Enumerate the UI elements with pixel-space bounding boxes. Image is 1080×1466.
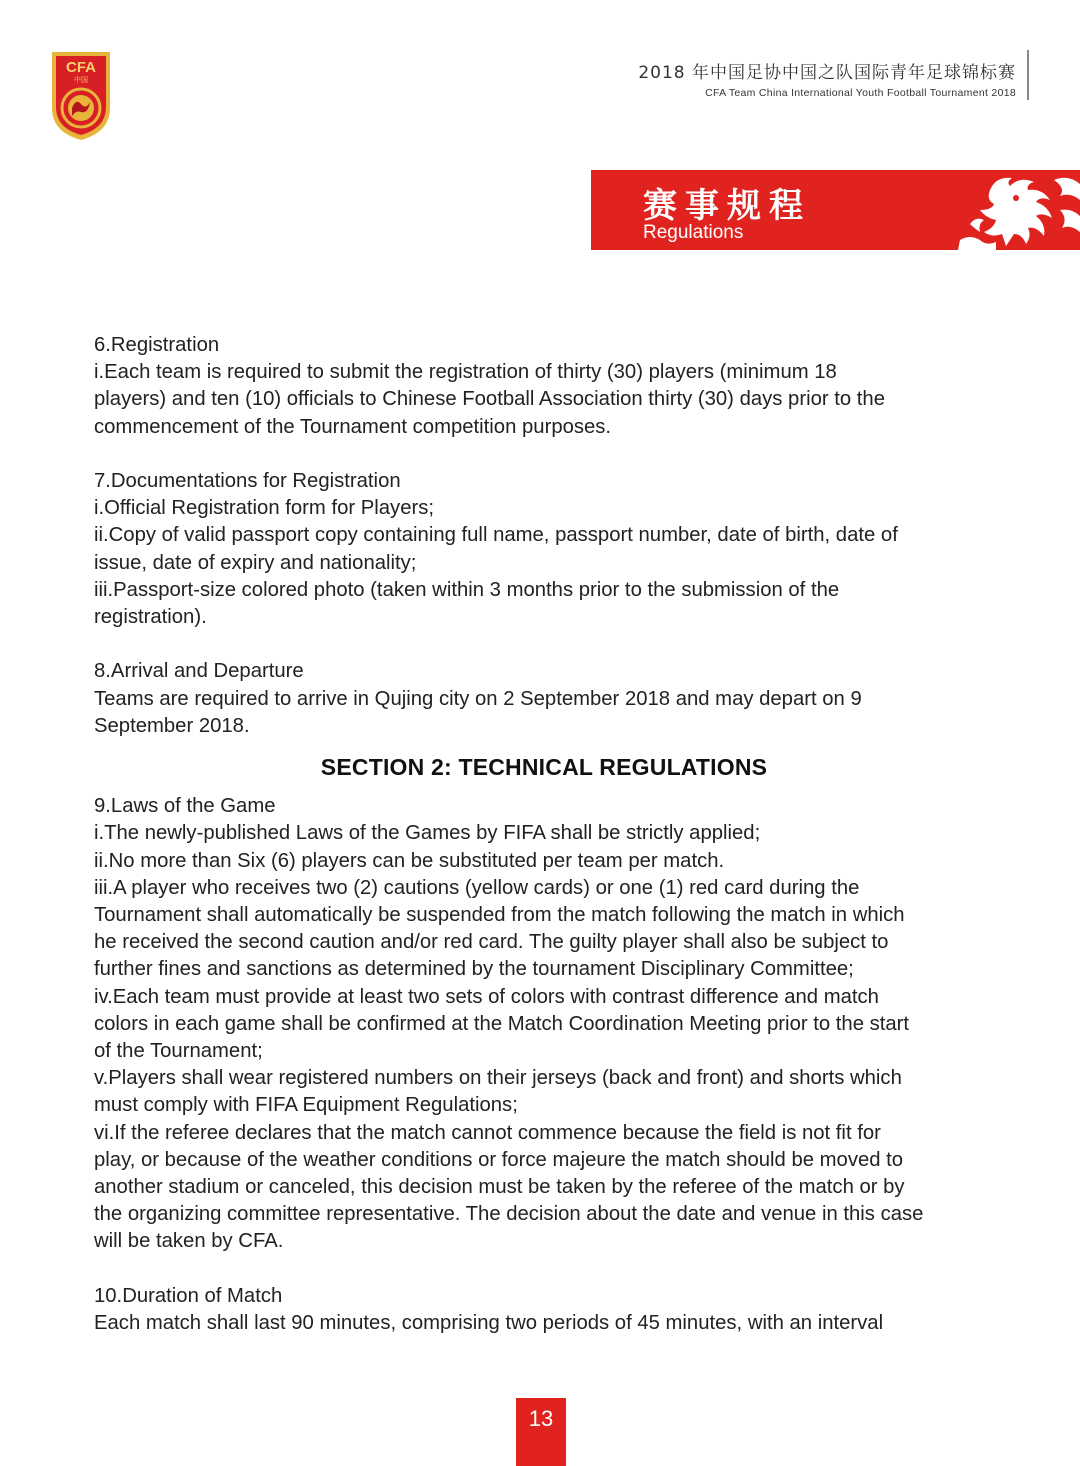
section-9-line: another stadium or canceled, this decision must be taken by the referee of the match or by — [94, 1176, 905, 1199]
cfa-logo — [50, 50, 112, 142]
section-6-line: i.Each team is required to submit the registration of thirty (30) players (minimum 18 — [94, 361, 837, 384]
section-7-heading: 7.Documentations for Registration — [94, 470, 401, 492]
regulations-banner — [591, 170, 1080, 250]
logo-subtext: 中国 — [74, 76, 88, 84]
section-9-line: Tournament shall automatically be suspended from the match following the match in which — [94, 904, 905, 927]
dragon-icon — [956, 170, 1080, 250]
section-7-line: registration). — [94, 606, 207, 629]
section-9-line: ii.No more than Six (6) players can be substituted per team per match. — [94, 849, 725, 872]
section-9-line: will be taken by CFA. — [94, 1230, 284, 1253]
banner-title-en: Regulations — [643, 222, 744, 243]
header-divider — [1027, 50, 1029, 100]
tournament-header — [638, 58, 1016, 99]
section-7-line: issue, date of expiry and nationality; — [94, 551, 417, 574]
banner-title-cn: 赛事规程 — [643, 186, 811, 226]
section-9-line: iv.Each team must provide at least two sets of colors with contrast difference and match — [94, 985, 879, 1008]
section-9-line: the organizing committee representative. The decision about the date and venue in this case — [94, 1203, 924, 1226]
section-9-line: of the Tournament; — [94, 1040, 263, 1063]
section-10-line: Each match shall last 90 minutes, comprising two periods of 45 minutes, with an interval — [94, 1312, 884, 1335]
section-7-line: iii.Passport-size colored photo (taken within 3 months prior to the submission of the — [94, 578, 840, 601]
section-9-heading: 9.Laws of the Game — [94, 795, 276, 818]
section-8-heading: 8.Arrival and Departure — [94, 660, 304, 683]
page-number: 13 — [516, 1398, 566, 1466]
tournament-title-cn: 2018 年中国足协中国之队国际青年足球锦标赛 — [638, 63, 1016, 83]
regulations-body — [94, 332, 994, 1337]
logo-text: CFA — [66, 59, 96, 76]
tournament-title-en: CFA Team China International Youth Football Tournament 2018 — [705, 87, 1016, 99]
section-6-heading: 6.Registration — [94, 334, 220, 356]
paragraph-gap — [94, 631, 994, 658]
section-9-line: iii.A player who receives two (2) cautions (yellow cards) or one (1) red card during the — [94, 876, 860, 899]
section-6-line: players) and ten (10) officials to Chinese Football Association thirty (30) days prior to the — [94, 388, 885, 411]
section-9-line: vi.If the referee declares that the match cannot commence because the field is not fit for — [94, 1121, 881, 1144]
section-9-line: colors in each game shall be confirmed at the Match Coordination Meeting prior to the start — [94, 1012, 910, 1035]
section-7-line: i.Official Registration form for Players; — [94, 497, 435, 520]
section-8-line: September 2018. — [94, 714, 250, 737]
section-2-title: SECTION 2: TECHNICAL REGULATIONS — [320, 754, 768, 781]
section-9-line: play, or because of the weather conditions or force majeure the match should be moved to — [94, 1148, 904, 1171]
section-9-line: he received the second caution and/or red card. The guilty player shall also be subject to — [94, 931, 889, 954]
section-8-line: Teams are required to arrive in Qujing city on 2 September 2018 and may depart on 9 — [94, 687, 862, 710]
section-6-line: commencement of the Tournament competition purposes. — [94, 415, 612, 438]
paragraph-gap — [94, 1256, 994, 1283]
section-9-line: further fines and sanctions as determined by the tournament Disciplinary Committee; — [94, 958, 854, 981]
section-9-line: i.The newly-published Laws of the Games by FIFA shall be strictly applied; — [94, 822, 761, 845]
section-7-line: ii.Copy of valid passport copy containing full name, passport number, date of birth, date of — [94, 524, 898, 547]
section-9-line: must comply with FIFA Equipment Regulations; — [94, 1094, 518, 1117]
paragraph-gap — [94, 441, 994, 468]
section-9-line: v.Players shall wear registered numbers on their jerseys (back and front) and shorts which — [94, 1067, 902, 1090]
section-10-heading: 10.Duration of Match — [94, 1284, 283, 1307]
